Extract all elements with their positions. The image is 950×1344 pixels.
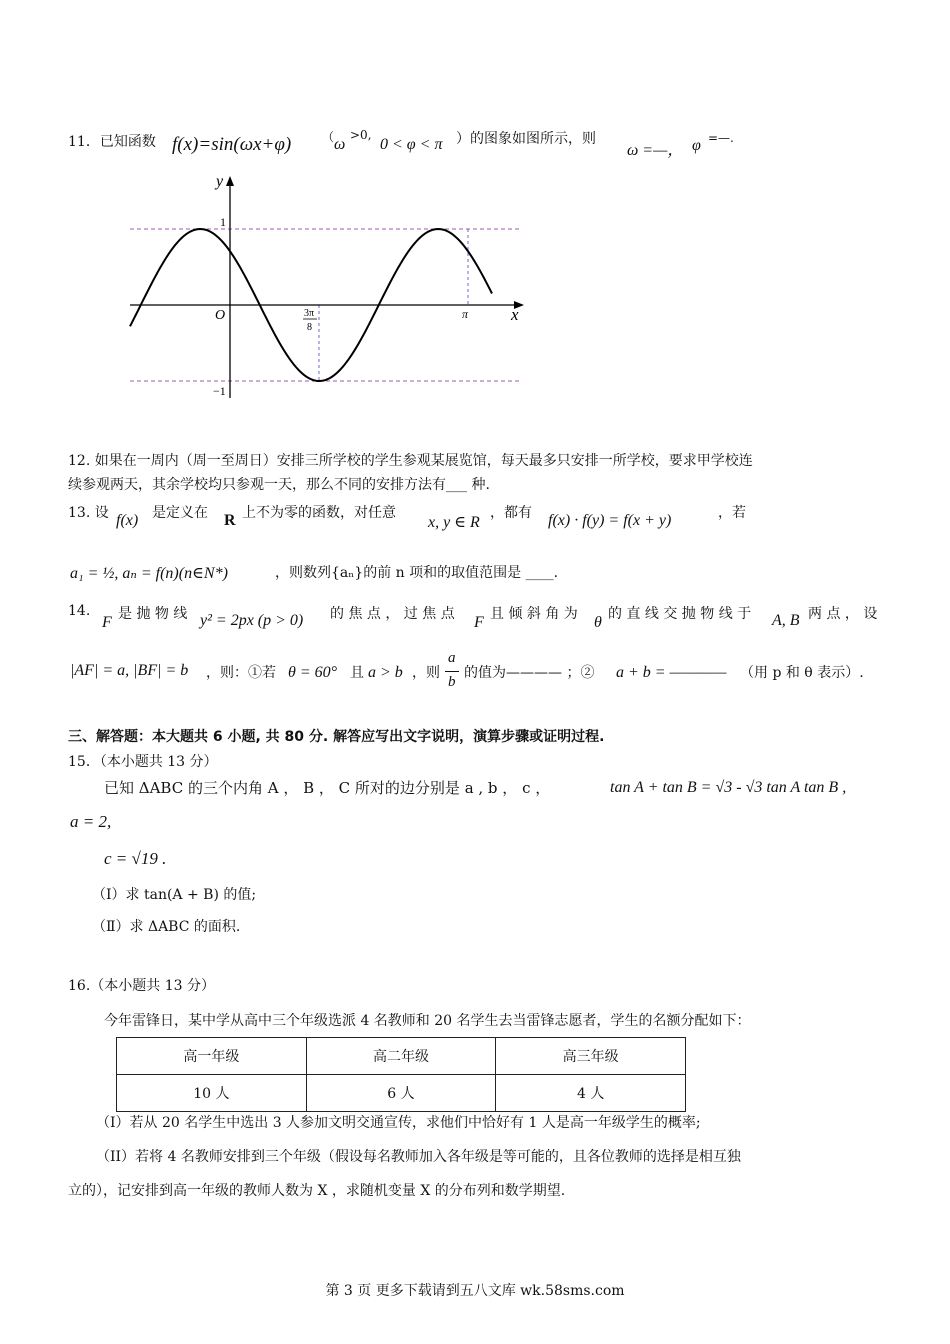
table-row	[117, 1075, 686, 1112]
tick-label-3pi8-den: 8	[307, 322, 312, 333]
q14-af-bf: |AF| = a, |BF| = b	[70, 662, 189, 679]
q14-t5: 两 点 ， 设	[808, 606, 878, 622]
q11-cond-open: （	[322, 130, 335, 144]
q16-part2-line2: 立的），记安排到高一年级的教师人数为 X ，求随机变量 X 的分布列和数学期望.	[68, 1183, 566, 1199]
q14-then: ，则	[412, 665, 440, 681]
table-cell: 4 人	[496, 1075, 686, 1112]
q14-t4: 的 直 线 交 抛 物 线 于	[608, 606, 752, 622]
tick-label-1: 1	[220, 215, 226, 229]
q14-frac-b: b	[448, 674, 456, 690]
table-header-row	[117, 1038, 686, 1075]
q14-t2: 的 焦 点 ， 过 焦 点	[330, 606, 455, 622]
q11-answer-omega: ω =—，	[627, 142, 684, 159]
q11-prefix: 11．已知函数	[68, 134, 156, 150]
q13-p5: ，若	[718, 505, 746, 521]
origin-label: O	[215, 308, 226, 323]
q13-xy: x, y ∈ R	[428, 514, 480, 531]
q16-part1: （I）若从 20 名学生中选出 3 人参加文明交通宣传，求他们中恰好有 1 人是高一年级学生的概率;	[96, 1115, 701, 1131]
q15-a-value: a = 2,	[70, 812, 112, 831]
q13-R: R	[224, 512, 236, 529]
q13-sequence-def: a₁ = ½, aₙ = f(n)(n∈N*)	[70, 565, 228, 582]
q14-theta: θ	[594, 614, 602, 631]
tick-label-3pi8-num: 3π	[304, 308, 315, 319]
table-header-cell: 高二年级	[306, 1038, 496, 1075]
q11-cond-omega: ω	[334, 136, 346, 153]
q12-line1: 12. 如果在一周内（周一至周日）安排三所学校的学生参观某展览馆，每天最多只安排一所学校，要求甲学校连	[68, 453, 753, 469]
tick-label-pi: π	[462, 307, 469, 321]
sine-graph	[120, 168, 540, 408]
student-allocation-table	[116, 1037, 686, 1112]
q11-formula: f(x)=sin(ωx+φ)	[172, 134, 292, 155]
q15-part2: （Ⅱ）求 ΔABC 的面积.	[92, 919, 241, 935]
q11-cond-phi: 0 < φ < π	[380, 136, 443, 153]
q15-line1b: tan A + tan B = √3 - √3 tan A tan B ,	[610, 779, 847, 796]
q15-part1: （Ⅰ）求 tan(A + B) 的值;	[92, 887, 257, 903]
table-header-cell: 高三年级	[496, 1038, 686, 1075]
section-3-heading: 三、解答题：本大题共 6 小题, 共 80 分. 解答应写出文字说明，演算步骤或证明过程.	[68, 729, 605, 745]
q11-cond-gt0: >0,	[350, 128, 372, 142]
q14-t1: 是 抛 物 线	[118, 606, 188, 622]
q11-answer-phi-eq: =—.	[708, 131, 734, 145]
q13-p1: 13. 设	[68, 505, 109, 521]
q15-head: 15．（本小题共 13 分）	[68, 754, 218, 770]
q14-frac-bar	[445, 671, 459, 672]
tick-label-neg1: −1	[213, 384, 226, 398]
q14-AB: A, B	[772, 612, 800, 629]
q14-ratio-text: 的值为———— ；②	[464, 665, 595, 681]
q11-answer-phi: φ	[692, 137, 701, 154]
q15-line1a: 已知 ΔABC 的三个内角 A ， B ， C 所对的边分别是 a , b ， c ，	[104, 779, 551, 797]
table-cell: 10 人	[117, 1075, 307, 1112]
q14-note: （用 p 和 θ 表示）.	[740, 665, 864, 681]
q15-c-value: c = √19 .	[104, 849, 167, 868]
x-axis-label: x	[511, 305, 519, 324]
q13-f: f(x)	[116, 512, 139, 529]
q16-intro: 今年雷锋日，某中学从高中三个年级选派 4 名教师和 20 名学生去当雷锋志愿者，学生的名额分配如下：	[104, 1013, 751, 1029]
q16-head: 16.（本小题共 13 分）	[68, 978, 215, 994]
q14-num: 14.	[68, 603, 91, 619]
q13-p4: ，都有	[490, 505, 532, 521]
y-axis-arrow	[226, 176, 234, 186]
q14-F2: F	[474, 614, 484, 631]
q14-and: 且	[350, 665, 364, 681]
q13-p2: 是定义在	[152, 505, 208, 521]
table-cell: 6 人	[306, 1075, 496, 1112]
q14-frac-a: a	[448, 650, 456, 666]
q11-cond-close: ）的图象如图所示，则	[456, 131, 596, 147]
q14-theta60: θ = 60°	[288, 664, 338, 681]
q16-part2-line1: （II）若将 4 名教师安排到三个年级（假设每名教师加入各年级是等可能的，且各位教师的选择是相互独	[96, 1149, 741, 1165]
q14-t3: 且 倾 斜 角 为	[490, 606, 578, 622]
q12-line2: 续参观两天，其余学校均只参观一天，那么不同的安排方法有___ 种.	[68, 477, 490, 493]
q14-a-gt-b: a > b	[368, 664, 403, 681]
table-header-cell: 高一年级	[117, 1038, 307, 1075]
q13-p3: 上不为零的函数，对任意	[242, 505, 396, 521]
q14-if: ，则：①若	[206, 665, 276, 681]
q14-parabola: y² = 2px (p > 0)	[200, 612, 304, 629]
q13-question: ，则数列{aₙ}的前 n 项和的取值范围是 ____.	[275, 565, 559, 581]
y-axis-label: y	[216, 173, 224, 190]
q13-equation: f(x) · f(y) = f(x + y)	[548, 512, 672, 529]
q14-sum: a + b = ————	[616, 664, 727, 681]
page-footer: 第 3 页 更多下载请到五八文库 wk.58sms.com	[325, 1283, 625, 1299]
q14-F: F	[102, 614, 112, 631]
